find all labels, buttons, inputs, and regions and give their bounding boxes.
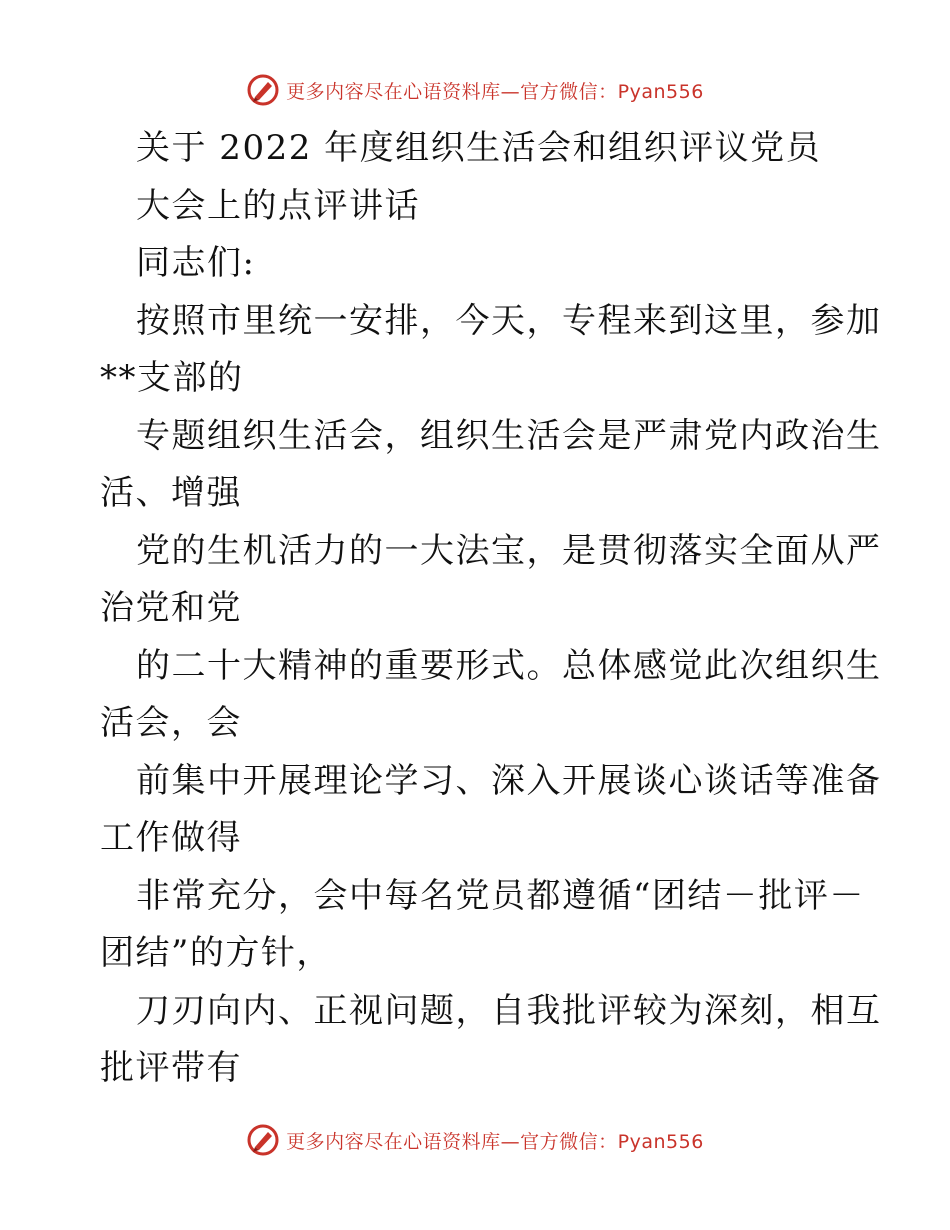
document-title-line: 大会上的点评讲话 [136, 185, 420, 226]
paragraph-line: 活会，会 [100, 703, 242, 743]
footer-watermark-text: 更多内容尽在心语资料库—官方微信：Pyan556 [286, 1130, 704, 1153]
paragraph-line: 刀刃向内、正视问题，自我批评较为深刻，相互 [136, 990, 882, 1031]
pen-logo-icon [246, 1123, 280, 1157]
pen-logo-icon [246, 73, 280, 107]
paragraph-line: 非常充分，会中每名党员都遵循“团结－批评－ [136, 875, 865, 916]
paragraph-line: 同志们: [136, 243, 256, 283]
paragraph-line: 工作做得 [100, 818, 242, 858]
paragraph-line: 批评带有 [100, 1048, 242, 1088]
paragraph-line: 党的生机活力的一大法宝，是贯彻落实全面从严 [136, 530, 882, 571]
header-watermark-text: 更多内容尽在心语资料库—官方微信：Pyan556 [286, 80, 704, 103]
paragraph-line: 活、增强 [100, 473, 242, 513]
paragraph-line: 专题组织生活会，组织生活会是严肃党内政治生 [136, 415, 882, 456]
document-title-line: 关于 2022 年度组织生活会和组织评议党员 [136, 128, 822, 168]
paragraph-line: **支部的 [100, 358, 244, 398]
paragraph-line: 前集中开展理论学习、深入开展谈心谈话等准备 [136, 760, 882, 801]
paragraph-line: 的二十大精神的重要形式。总体感觉此次组织生 [136, 645, 882, 686]
paragraph-line: 治党和党 [100, 588, 242, 628]
document-body [100, 120, 882, 1098]
footer-watermark-banner [0, 1120, 950, 1160]
paragraph-line: 按照市里统一安排，今天，专程来到这里，参加 [136, 300, 882, 341]
paragraph-line: 团结”的方针， [100, 933, 332, 973]
header-watermark-banner [0, 70, 950, 110]
